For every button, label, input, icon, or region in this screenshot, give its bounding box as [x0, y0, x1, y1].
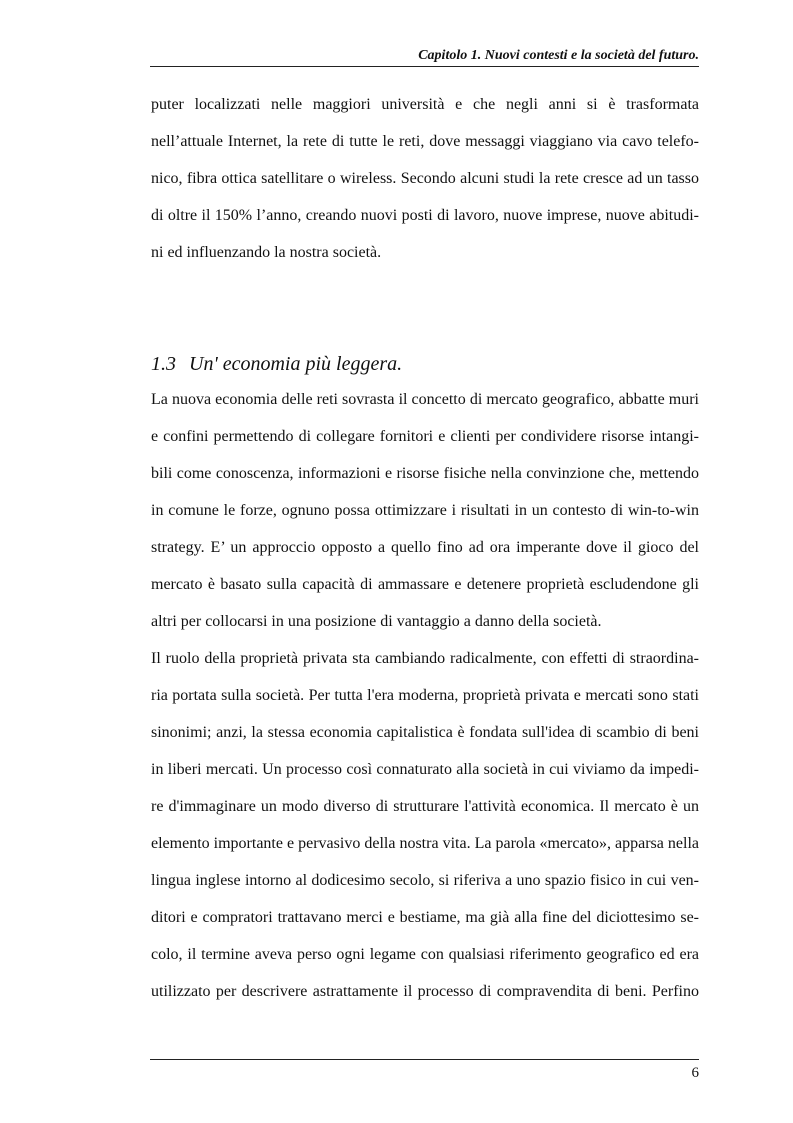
paragraph-2	[151, 649, 699, 1019]
text-line: di oltre il 150% l’anno, creando nuovi posti di lavoro, nuove imprese, nuove abitudi-	[151, 207, 699, 224]
paragraph-1	[151, 390, 699, 649]
text-line: ditori e compratori trattavano merci e bestiame, ma già alla fine del diciottesimo se-	[151, 909, 699, 926]
intro-paragraph	[151, 95, 699, 280]
text-line: in comune le forze, ognuno possa ottimizzare i risultati in un contesto di win-to-win	[151, 502, 699, 519]
section-title: Un' economia più leggera.	[189, 353, 403, 375]
text-line: sinonimi; anzi, la stessa economia capitalistica è fondata sull'idea di scambio di beni	[151, 724, 699, 741]
page-number: 6	[691, 1065, 699, 1081]
text-line: mercato è basato sulla capacità di ammassare e detenere proprietà escludendone gli	[151, 576, 699, 593]
text-line: re d'immaginare un modo diverso di strutturare l'attività economica. Il mercato è un	[151, 798, 699, 815]
section-number: 1.3	[151, 353, 176, 375]
footer-rule	[150, 1059, 699, 1061]
section-heading	[151, 352, 402, 376]
text-line: nell’attuale Internet, la rete di tutte le reti, dove messaggi viaggiano via cavo telefo-	[151, 133, 699, 150]
text-line: in liberi mercati. Un processo così connaturato alla società in cui viviamo da impedi-	[151, 761, 699, 778]
running-title: Capitolo 1. Nuovi contesti e la società del futuro.	[418, 48, 699, 63]
running-header	[150, 46, 699, 67]
text-line: ria portata sulla società. Per tutta l'era moderna, proprietà privata e mercati sono stati	[151, 687, 699, 704]
text-line: nico, fibra ottica satellitare o wireless. Secondo alcuni studi la rete cresce ad un tasso	[151, 170, 699, 187]
text-line: utilizzato per descrivere astrattamente il processo di compravendita di beni. Perfino	[151, 983, 699, 1000]
text-line: lingua inglese intorno al dodicesimo secolo, si riferiva a uno spazio fisico in cui ven-	[151, 872, 699, 889]
text-line: Il ruolo della proprietà privata sta cambiando radicalmente, con effetti di straordina-	[151, 650, 699, 667]
text-line: ni ed influenzando la nostra società.	[151, 244, 382, 261]
text-line: puter localizzati nelle maggiori università e che negli anni si è trasformata	[151, 96, 699, 113]
text-line: elemento importante e pervasivo della nostra vita. La parola «mercato», apparsa nella	[151, 835, 699, 852]
text-line: La nuova economia delle reti sovrasta il concetto di mercato geografico, abbatte muri	[151, 391, 699, 408]
text-line: altri per collocarsi in una posizione di vantaggio a danno della società.	[151, 613, 602, 630]
text-line: colo, il termine aveva perso ogni legame con qualsiasi riferimento geografico ed era	[151, 946, 699, 963]
text-line: bili come conoscenza, informazioni e risorse fisiche nella convinzione che, mettendo	[151, 465, 699, 482]
text-line: strategy. E’ un approccio opposto a quello fino ad ora imperante dove il gioco del	[151, 539, 699, 556]
text-line: e confini permettendo di collegare fornitori e clienti per condividere risorse intangi-	[151, 428, 699, 445]
